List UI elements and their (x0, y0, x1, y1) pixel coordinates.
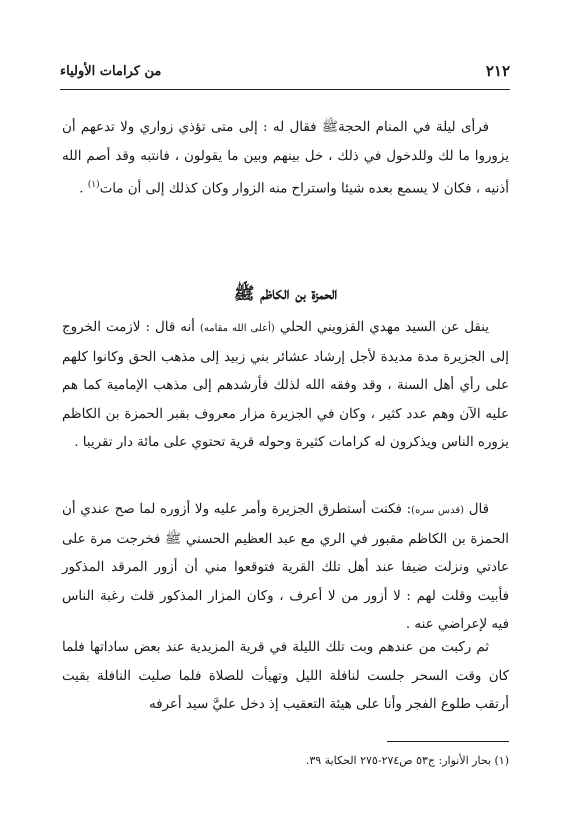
paragraph-2 (62, 314, 509, 458)
paragraph-2-rest: أنه قال : لازمت الخروج إلى الجزيرة مدة مديدة لأجل إرشاد عشائر بني زبيد إلى مذهب الحق وكانوا كلهم على رأي أهل السنة ، وقد وفقه الله لذلك فأرشدهم إلى مذهب الإمامية كما هم عليه الآن وهم عدد كثير ، وكان في الجزيرة مزار معروف بقبر الحمزة بن الكاظم يزوره الناس ويذكرون له كرامات كثيرة وحوله قرية تحتوي على مائة دار تقريبا . (62, 320, 509, 451)
paragraph-1-end: . (79, 181, 88, 197)
footnote-reference: (١) (87, 180, 100, 191)
running-title: من كرامات الأولياء (60, 64, 162, 79)
paragraph-3 (62, 496, 509, 640)
honorific: (أعلى الله مقامه) (199, 323, 275, 334)
paragraph-4 (62, 634, 509, 720)
paragraph-1 (62, 114, 509, 204)
header-divider (60, 89, 510, 90)
section-heading: الحمزة بن الكاظم ﷺ (233, 284, 338, 304)
footnote: (١) بحار الأنوار: ج٥٣ ص٢٧٤-٢٧٥ الحكاية ٣٩. (305, 754, 509, 767)
page-number: ٢١٢ (485, 62, 510, 80)
footnote-divider (387, 741, 509, 742)
paragraph-4-text: ثم ركبت من عندهم وبت تلك الليلة في قرية المزيدية عند بعض ساداتها فلما كان وقت السحر جلست لنافلة الليل وتهيأت للصلاة فلما صليت النافلة بقيت أرتقب طلوع الفجر وأنا على هيئة التعقيب إذ دخل عليَّ سيد أعرفه (62, 640, 509, 713)
running-header (60, 58, 510, 88)
paragraph-3-start: قال (464, 502, 489, 517)
paragraph-2-start: ينقل عن السيد مهدي القزويني الحلي (274, 320, 489, 335)
paragraph-1-text: فرأى ليلة في المنام الحجةﷺ فقال له : إلى متى تؤذي زواري ولا تدعهم أن يزوروا ما لك وللدخول في ذلك ، خل بينهم وبين ما يقولون ، فانتبه وقد أصم الله أذنيه ، فكان لا يسمع بعده شيئا واستراح منه الزوار وكان كذلك إلى أن مات (62, 120, 509, 197)
paragraph-3-rest: : فكنت أستطرق الجزيرة وأمر عليه ولا أزوره لما صح عندي أن الحمزة بن الكاظم مقبور في الري مع عبد العظيم الحسني ﷺ فخرجت مرة على عادتي ونزلت ضيفا عند أهل تلك القرية فتوقعوا مني أن أزور المرقد المذكور فأبيت وقلت لهم : لا أزور من لا أعرف ، وكان المزار المذكور قلت رغبة الناس فيه لإعراضي عنه . (62, 502, 509, 633)
honorific: (قدس سره) (411, 505, 465, 516)
